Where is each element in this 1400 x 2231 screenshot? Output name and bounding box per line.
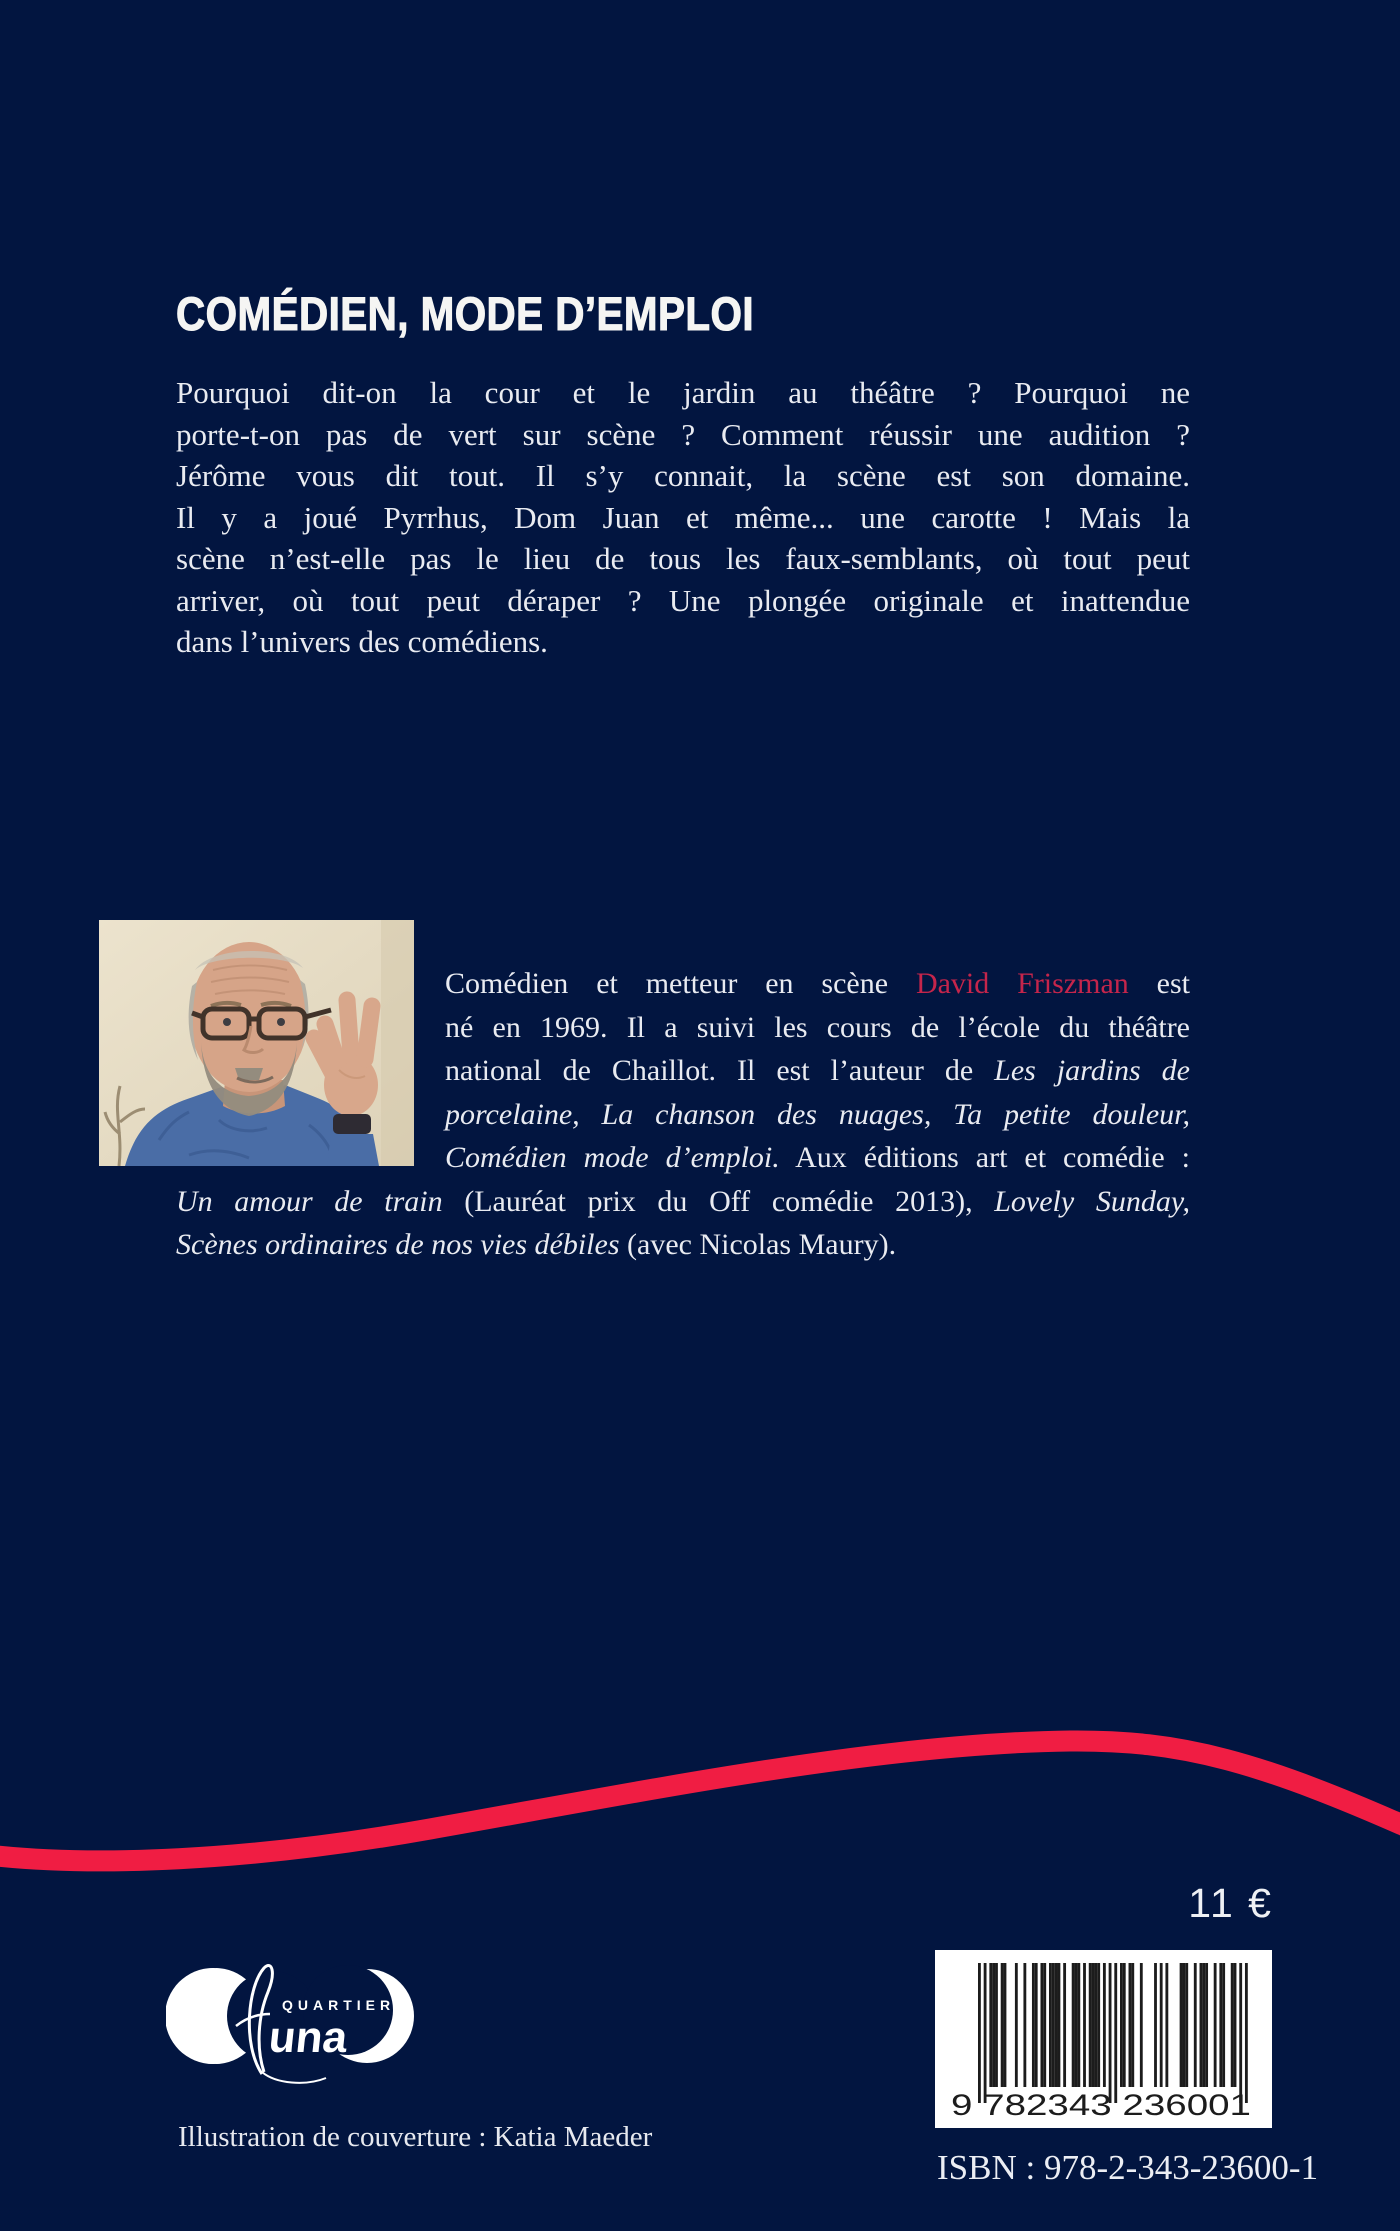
publisher-name-bottom: una (266, 2013, 350, 2062)
barcode-digits: 9 782343 236001 (951, 2089, 1251, 2122)
synopsis-paragraph: Pourquoi dit-on la cour et le jardin au théâtre ? Pourquoi ne porte-t-on pas de vert sur scène ? Comment réussir une audition ? Jérôme vous dit tout. Il s’y connait, la scène est son domaine. Il y a joué Pyrrhus, Dom Juan et même... une carotte ! Mais la scène n’est-elle pas le lieu de tous les faux-semblants, où tout peut arriver, où tout peut déraper ? Une plongée originale et inattendue dans l’univers des comédiens. (176, 375, 1190, 659)
cover-illustration-credit: Illustration de couverture : Katia Maeder (178, 2121, 653, 2153)
price: 11 € (1188, 1880, 1273, 1926)
book-title: COMÉDIEN, MODE D’EMPLOI (176, 287, 755, 340)
barcode (935, 1950, 1272, 2128)
publisher-logo (166, 1952, 414, 2094)
isbn-number: ISBN : 978-2-343-23600-1 (937, 2148, 1319, 2187)
publisher-name-top: QUARTIER (282, 1997, 396, 2013)
author-bio: Comédien et metteur en scène David Friszman est né en 1969. Il a suivi les cours de l’école du théâtre national de Chaillot. Il est l’auteur de Les jardins de porcelaine, La chanson des nuages, Ta petite douleur, Comédien mode d’emploi. Aux éditions art et comédie : Un amour de train (Lauréat prix du Off comédie 2013), Lovely Sunday, Scènes ordinaires de nos vies débiles (avec Nicolas Maury). (176, 967, 1190, 1261)
